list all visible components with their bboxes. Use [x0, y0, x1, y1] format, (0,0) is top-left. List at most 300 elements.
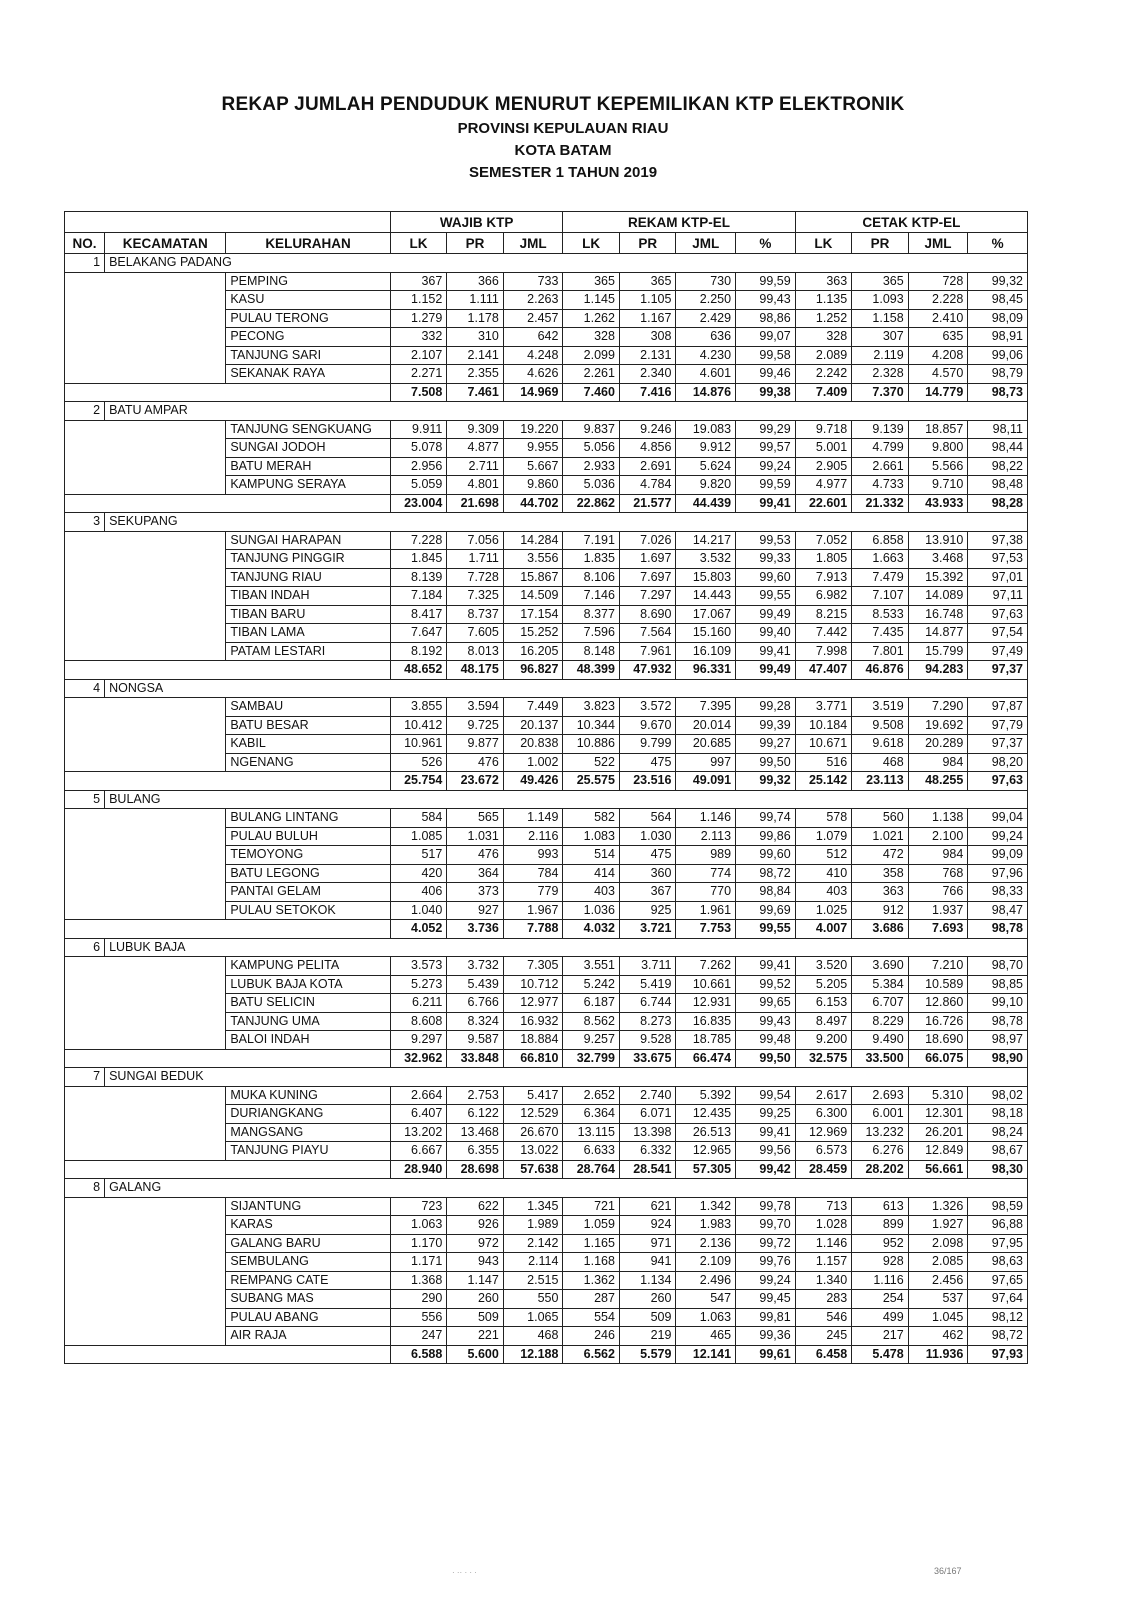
data-cell: 972	[447, 1234, 504, 1253]
kecamatan-row	[65, 1179, 1028, 1198]
data-cell: 99,41	[736, 957, 796, 976]
data-cell: 8.417	[390, 605, 447, 624]
data-cell: 6.332	[619, 1142, 676, 1161]
kecamatan-name: GALANG	[105, 1179, 1028, 1198]
data-cell: 99,48	[736, 1031, 796, 1050]
kecamatan-number: 1	[65, 254, 105, 273]
row-spacer	[65, 642, 226, 661]
total-cell: 22.601	[795, 494, 852, 513]
data-cell: 99,78	[736, 1197, 796, 1216]
data-cell: 363	[852, 883, 909, 902]
kelurahan-name: AIR RAJA	[226, 1327, 390, 1346]
data-cell: 15.867	[503, 568, 563, 587]
total-cell: 57.305	[676, 1160, 736, 1179]
data-cell: 924	[619, 1216, 676, 1235]
data-cell: 98,86	[736, 309, 796, 328]
row-spacer	[65, 439, 226, 458]
data-cell: 7.191	[563, 531, 620, 550]
data-cell: 363	[795, 272, 852, 291]
data-cell: 4.601	[676, 365, 736, 384]
row-spacer	[65, 420, 226, 439]
data-cell: 582	[563, 809, 620, 828]
data-cell: 365	[563, 272, 620, 291]
data-cell: 475	[619, 846, 676, 865]
data-cell: 12.977	[503, 994, 563, 1013]
row-spacer	[65, 1012, 226, 1031]
data-cell: 1.167	[619, 309, 676, 328]
data-cell: 1.093	[852, 291, 909, 310]
total-cell: 66.474	[676, 1049, 736, 1068]
data-cell: 1.149	[503, 809, 563, 828]
data-cell: 4.626	[503, 365, 563, 384]
total-cell: 23.516	[619, 772, 676, 791]
total-cell: 6.588	[390, 1345, 447, 1364]
data-cell: 721	[563, 1197, 620, 1216]
data-cell: 328	[795, 328, 852, 347]
city-subtitle: KOTA BATAM	[514, 142, 612, 159]
total-cell: 25.754	[390, 772, 447, 791]
data-cell: 3.572	[619, 698, 676, 717]
kelurahan-name: PULAU SETOKOK	[226, 901, 390, 920]
total-cell: 7.753	[676, 920, 736, 939]
period-subtitle: SEMESTER 1 TAHUN 2019	[468, 164, 658, 181]
data-cell: 7.605	[447, 624, 504, 643]
data-cell: 98,85	[968, 975, 1028, 994]
kelurahan-row	[65, 587, 1028, 606]
kelurahan-name: REMPANG CATE	[226, 1271, 390, 1290]
data-cell: 6.858	[852, 531, 909, 550]
column-header: LK	[563, 233, 620, 254]
data-cell: 99,40	[736, 624, 796, 643]
data-cell: 9.257	[563, 1031, 620, 1050]
kelurahan-name: BATU MERAH	[226, 457, 390, 476]
data-cell: 99,46	[736, 365, 796, 384]
data-cell: 642	[503, 328, 563, 347]
row-spacer	[65, 1271, 226, 1290]
data-cell: 7.564	[619, 624, 676, 643]
row-spacer	[65, 624, 226, 643]
data-cell: 7.442	[795, 624, 852, 643]
data-cell: 9.587	[447, 1031, 504, 1050]
data-cell: 5.036	[563, 476, 620, 495]
data-cell: 578	[795, 809, 852, 828]
data-cell: 99,54	[736, 1086, 796, 1105]
data-cell: 7.435	[852, 624, 909, 643]
data-cell: 1.697	[619, 550, 676, 569]
data-cell: 97,38	[968, 531, 1028, 550]
total-cell: 28.459	[795, 1160, 852, 1179]
data-cell: 5.001	[795, 439, 852, 458]
row-spacer	[65, 1031, 226, 1050]
data-cell: 1.252	[795, 309, 852, 328]
data-cell: 6.071	[619, 1105, 676, 1124]
data-cell: 12.969	[795, 1123, 852, 1142]
row-spacer	[65, 309, 226, 328]
data-cell: 1.711	[447, 550, 504, 569]
total-cell: 7.460	[563, 383, 620, 402]
data-cell: 99,24	[736, 457, 796, 476]
data-cell: 2.753	[447, 1086, 504, 1105]
kecamatan-row	[65, 513, 1028, 532]
data-cell: 19.220	[503, 420, 563, 439]
data-cell: 2.250	[676, 291, 736, 310]
group-header-rekam: REKAM KTP-EL	[563, 212, 795, 233]
data-cell: 2.109	[676, 1253, 736, 1272]
data-cell: 943	[447, 1253, 504, 1272]
data-cell: 1.158	[852, 309, 909, 328]
total-label-cell	[65, 494, 391, 513]
data-cell: 99,36	[736, 1327, 796, 1346]
data-cell: 2.100	[908, 827, 968, 846]
row-spacer	[65, 1327, 226, 1346]
total-label-cell	[65, 772, 391, 791]
kelurahan-row	[65, 1105, 1028, 1124]
data-cell: 310	[447, 328, 504, 347]
kelurahan-row	[65, 531, 1028, 550]
table-body	[65, 254, 1028, 1364]
total-cell: 14.876	[676, 383, 736, 402]
data-cell: 4.856	[619, 439, 676, 458]
total-cell: 21.577	[619, 494, 676, 513]
data-cell: 99,59	[736, 272, 796, 291]
total-cell: 5.579	[619, 1345, 676, 1364]
data-cell: 9.200	[795, 1031, 852, 1050]
kelurahan-row	[65, 1216, 1028, 1235]
total-cell: 28.764	[563, 1160, 620, 1179]
data-cell: 8.377	[563, 605, 620, 624]
data-cell: 10.589	[908, 975, 968, 994]
data-cell: 2.261	[563, 365, 620, 384]
data-cell: 99,70	[736, 1216, 796, 1235]
kelurahan-row	[65, 1253, 1028, 1272]
total-cell: 21.698	[447, 494, 504, 513]
data-cell: 2.617	[795, 1086, 852, 1105]
data-cell: 927	[447, 901, 504, 920]
total-cell: 48.399	[563, 661, 620, 680]
data-cell: 367	[619, 883, 676, 902]
data-cell: 9.309	[447, 420, 504, 439]
data-cell: 10.344	[563, 716, 620, 735]
data-cell: 98,47	[968, 901, 1028, 920]
data-cell: 98,72	[736, 864, 796, 883]
data-cell: 99,04	[968, 809, 1028, 828]
total-cell: 44.702	[503, 494, 563, 513]
total-cell: 7.416	[619, 383, 676, 402]
total-cell: 99,61	[736, 1345, 796, 1364]
kecamatan-total-row	[65, 1160, 1028, 1179]
data-cell: 260	[619, 1290, 676, 1309]
data-cell: 766	[908, 883, 968, 902]
kelurahan-row	[65, 1290, 1028, 1309]
kelurahan-name: BATU LEGONG	[226, 864, 390, 883]
scan-artifact: · ·· · · ·	[452, 1568, 477, 1577]
data-cell: 9.955	[503, 439, 563, 458]
row-spacer	[65, 1142, 226, 1161]
kelurahan-name: NGENANG	[226, 753, 390, 772]
data-cell: 1.342	[676, 1197, 736, 1216]
data-cell: 9.911	[390, 420, 447, 439]
data-cell: 99,29	[736, 420, 796, 439]
data-cell: 283	[795, 1290, 852, 1309]
data-cell: 8.533	[852, 605, 909, 624]
data-cell: 7.056	[447, 531, 504, 550]
total-cell: 96.331	[676, 661, 736, 680]
data-cell: 254	[852, 1290, 909, 1309]
total-cell: 3.721	[619, 920, 676, 939]
kelurahan-name: TIBAN INDAH	[226, 587, 390, 606]
row-spacer	[65, 1105, 226, 1124]
data-cell: 1.002	[503, 753, 563, 772]
data-cell: 2.956	[390, 457, 447, 476]
data-cell: 8.215	[795, 605, 852, 624]
kelurahan-name: BATU BESAR	[226, 716, 390, 735]
data-cell: 912	[852, 901, 909, 920]
total-cell: 7.788	[503, 920, 563, 939]
total-cell: 7.461	[447, 383, 504, 402]
data-cell: 2.905	[795, 457, 852, 476]
total-cell: 98,78	[968, 920, 1028, 939]
data-cell: 99,24	[968, 827, 1028, 846]
data-cell: 14.089	[908, 587, 968, 606]
data-cell: 4.784	[619, 476, 676, 495]
total-cell: 7.693	[908, 920, 968, 939]
kelurahan-row	[65, 457, 1028, 476]
kelurahan-row	[65, 846, 1028, 865]
data-cell: 15.160	[676, 624, 736, 643]
total-cell: 5.600	[447, 1345, 504, 1364]
kelurahan-name: DURIANGKANG	[226, 1105, 390, 1124]
data-cell: 98,79	[968, 365, 1028, 384]
total-cell: 47.407	[795, 661, 852, 680]
data-cell: 20.838	[503, 735, 563, 754]
data-cell: 10.886	[563, 735, 620, 754]
kecamatan-number: 4	[65, 679, 105, 698]
kelurahan-name: SAMBAU	[226, 698, 390, 717]
kelurahan-name: TIBAN LAMA	[226, 624, 390, 643]
row-spacer	[65, 346, 226, 365]
data-cell: 3.855	[390, 698, 447, 717]
kelurahan-row	[65, 809, 1028, 828]
data-cell: 97,53	[968, 550, 1028, 569]
total-cell: 3.736	[447, 920, 504, 939]
column-header: NO.	[65, 233, 105, 254]
data-cell: 989	[676, 846, 736, 865]
column-header: KECAMATAN	[105, 233, 226, 254]
data-cell: 8.608	[390, 1012, 447, 1031]
kecamatan-row	[65, 938, 1028, 957]
kecamatan-row	[65, 1068, 1028, 1087]
data-cell: 2.141	[447, 346, 504, 365]
total-cell: 14.779	[908, 383, 968, 402]
data-cell: 941	[619, 1253, 676, 1272]
column-header-row	[65, 233, 1028, 254]
kecamatan-number: 2	[65, 402, 105, 421]
total-cell: 99,50	[736, 1049, 796, 1068]
total-cell: 48.652	[390, 661, 447, 680]
kelurahan-name: PULAU BULUH	[226, 827, 390, 846]
data-cell: 5.417	[503, 1086, 563, 1105]
total-cell: 32.799	[563, 1049, 620, 1068]
data-cell: 9.710	[908, 476, 968, 495]
data-cell: 9.718	[795, 420, 852, 439]
data-cell: 4.570	[908, 365, 968, 384]
data-cell: 1.165	[563, 1234, 620, 1253]
data-cell: 730	[676, 272, 736, 291]
data-cell: 5.566	[908, 457, 968, 476]
data-cell: 7.262	[676, 957, 736, 976]
data-cell: 635	[908, 328, 968, 347]
data-cell: 1.178	[447, 309, 504, 328]
row-spacer	[65, 328, 226, 347]
data-cell: 6.573	[795, 1142, 852, 1161]
data-cell: 550	[503, 1290, 563, 1309]
data-cell: 5.419	[619, 975, 676, 994]
kelurahan-name: BULANG LINTANG	[226, 809, 390, 828]
total-cell: 33.500	[852, 1049, 909, 1068]
data-cell: 98,72	[968, 1327, 1028, 1346]
data-cell: 98,59	[968, 1197, 1028, 1216]
data-cell: 1.152	[390, 291, 447, 310]
total-label-cell	[65, 661, 391, 680]
kelurahan-row	[65, 476, 1028, 495]
kelurahan-name: TEMOYONG	[226, 846, 390, 865]
data-cell: 928	[852, 1253, 909, 1272]
data-cell: 517	[390, 846, 447, 865]
row-spacer	[65, 1197, 226, 1216]
data-cell: 7.479	[852, 568, 909, 587]
data-cell: 403	[563, 883, 620, 902]
data-cell: 97,63	[968, 605, 1028, 624]
data-cell: 9.297	[390, 1031, 447, 1050]
data-cell: 98,11	[968, 420, 1028, 439]
kecamatan-row	[65, 402, 1028, 421]
row-spacer	[65, 365, 226, 384]
data-cell: 9.670	[619, 716, 676, 735]
data-cell: 2.263	[503, 291, 563, 310]
data-cell: 9.837	[563, 420, 620, 439]
data-cell: 6.001	[852, 1105, 909, 1124]
kecamatan-row	[65, 254, 1028, 273]
data-cell: 613	[852, 1197, 909, 1216]
data-cell: 713	[795, 1197, 852, 1216]
data-cell: 14.217	[676, 531, 736, 550]
total-cell: 7.409	[795, 383, 852, 402]
kelurahan-name: SIJANTUNG	[226, 1197, 390, 1216]
data-cell: 468	[852, 753, 909, 772]
data-cell: 98,78	[968, 1012, 1028, 1031]
data-cell: 7.697	[619, 568, 676, 587]
kelurahan-name: PECONG	[226, 328, 390, 347]
row-spacer	[65, 846, 226, 865]
data-cell: 7.290	[908, 698, 968, 717]
data-cell: 2.099	[563, 346, 620, 365]
kelurahan-row	[65, 864, 1028, 883]
data-cell: 13.232	[852, 1123, 909, 1142]
data-cell: 16.205	[503, 642, 563, 661]
data-cell: 4.877	[447, 439, 504, 458]
data-cell: 2.661	[852, 457, 909, 476]
data-cell: 9.139	[852, 420, 909, 439]
kelurahan-row	[65, 1123, 1028, 1142]
data-cell: 99,76	[736, 1253, 796, 1272]
row-spacer	[65, 1123, 226, 1142]
data-cell: 13.022	[503, 1142, 563, 1161]
row-spacer	[65, 272, 226, 291]
data-cell: 2.711	[447, 457, 504, 476]
row-spacer	[65, 1253, 226, 1272]
data-cell: 1.146	[795, 1234, 852, 1253]
kelurahan-row	[65, 550, 1028, 569]
data-cell: 554	[563, 1308, 620, 1327]
data-cell: 99,57	[736, 439, 796, 458]
total-cell: 98,90	[968, 1049, 1028, 1068]
kecamatan-total-row	[65, 920, 1028, 939]
data-cell: 99,55	[736, 587, 796, 606]
row-spacer	[65, 753, 226, 772]
data-cell: 99,06	[968, 346, 1028, 365]
data-cell: 1.138	[908, 809, 968, 828]
kecamatan-name: NONGSA	[105, 679, 1028, 698]
kelurahan-row	[65, 901, 1028, 920]
data-cell: 99,43	[736, 1012, 796, 1031]
data-cell: 99,56	[736, 1142, 796, 1161]
data-cell: 770	[676, 883, 736, 902]
data-cell: 1.116	[852, 1271, 909, 1290]
data-cell: 9.246	[619, 420, 676, 439]
data-cell: 16.748	[908, 605, 968, 624]
data-cell: 99,81	[736, 1308, 796, 1327]
data-cell: 546	[795, 1308, 852, 1327]
kecamatan-total-row	[65, 1345, 1028, 1364]
kelurahan-name: SEKANAK RAYA	[226, 365, 390, 384]
data-cell: 564	[619, 809, 676, 828]
data-cell: 98,48	[968, 476, 1028, 495]
data-cell: 1.105	[619, 291, 676, 310]
data-cell: 2.085	[908, 1253, 968, 1272]
total-cell: 97,93	[968, 1345, 1028, 1364]
total-cell: 6.562	[563, 1345, 620, 1364]
data-cell: 5.273	[390, 975, 447, 994]
data-cell: 410	[795, 864, 852, 883]
data-cell: 99,58	[736, 346, 796, 365]
data-cell: 565	[447, 809, 504, 828]
column-header: JML	[676, 233, 736, 254]
data-cell: 19.083	[676, 420, 736, 439]
data-cell: 4.208	[908, 346, 968, 365]
column-header: LK	[390, 233, 447, 254]
data-cell: 5.059	[390, 476, 447, 495]
kecamatan-number: 7	[65, 1068, 105, 1087]
total-cell: 99,41	[736, 494, 796, 513]
total-cell: 99,55	[736, 920, 796, 939]
data-cell: 406	[390, 883, 447, 902]
kelurahan-row	[65, 957, 1028, 976]
data-cell: 8.106	[563, 568, 620, 587]
row-spacer	[65, 1086, 226, 1105]
data-cell: 217	[852, 1327, 909, 1346]
kelurahan-name: GALANG BARU	[226, 1234, 390, 1253]
data-cell: 3.711	[619, 957, 676, 976]
data-cell: 8.013	[447, 642, 504, 661]
data-cell: 373	[447, 883, 504, 902]
data-cell: 18.690	[908, 1031, 968, 1050]
data-cell: 9.725	[447, 716, 504, 735]
total-cell: 99,32	[736, 772, 796, 791]
data-cell: 2.119	[852, 346, 909, 365]
data-cell: 99,33	[736, 550, 796, 569]
data-cell: 2.271	[390, 365, 447, 384]
total-label-cell	[65, 1160, 391, 1179]
